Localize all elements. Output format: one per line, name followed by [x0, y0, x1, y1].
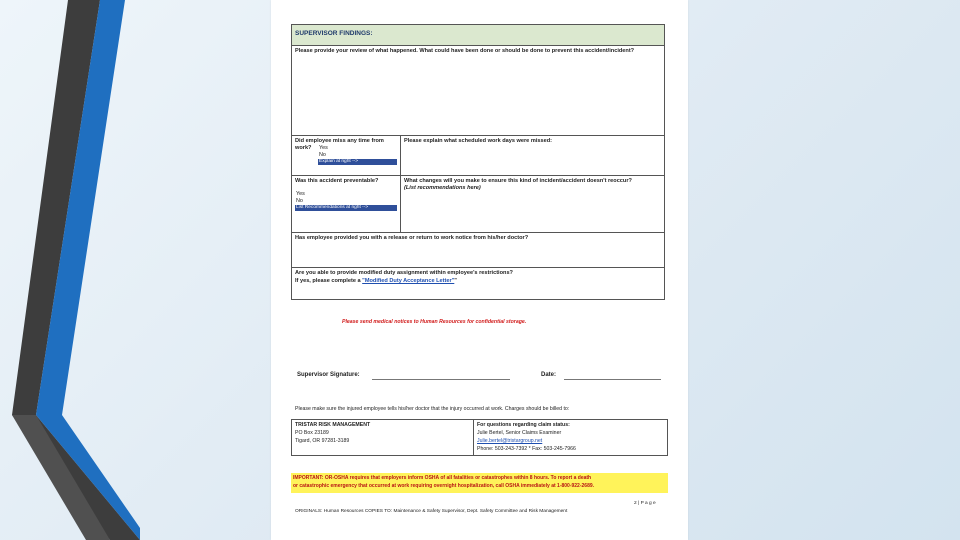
miss-time-question-1: Did employee miss any time from: [295, 138, 384, 144]
date-label: Date:: [541, 372, 557, 378]
miss-option-no[interactable]: No: [319, 152, 326, 158]
review-question: Please provide your review of what happened. What could have been done or should be done to prevent this accident/incident?: [295, 48, 635, 54]
preventable-question: Was this accident preventable?: [295, 178, 379, 184]
modified-ifyes-text: If yes, please complete a: [295, 278, 361, 284]
supervisor-findings-form: [291, 24, 665, 300]
release-row: [292, 232, 664, 267]
distribution-footer: ORIGINALS: Human Resources COPIES TO: Maintenance & Safety Supervisor, Dept. Safety Committee and Risk Management: [295, 509, 568, 514]
preventable-row: [292, 175, 664, 232]
modified-close-quote: ": [454, 278, 457, 284]
contact-box: [291, 419, 668, 456]
date-line[interactable]: [564, 379, 661, 380]
slide-decoration: [0, 0, 140, 540]
tristar-address-2: Tigard, OR 97281-3189: [295, 438, 350, 444]
claims-phone-fax: Phone: 503-243-7392 * Fax: 503-245-7966: [477, 446, 576, 452]
form-header-title: SUPERVISOR FINDINGS:: [295, 30, 373, 37]
claims-title: For questions regarding claim status:: [477, 422, 570, 428]
prev-selected-option[interactable]: List Recommendations at right -->: [295, 205, 397, 211]
tristar-address-1: PO Box 23189: [295, 430, 329, 436]
tristar-title: TRISTAR RISK MANAGEMENT: [295, 422, 371, 428]
prev-option-no[interactable]: No: [296, 198, 303, 204]
osha-notice-line-2: or catastrophic emergency that occurred at work requiring overnight hospitalization, call OSHA immediately at 1-800-922-2689.: [293, 483, 595, 489]
supervisor-signature-label: Supervisor Signature:: [297, 372, 360, 378]
claims-examiner: Julie Bertel, Senior Claims Examiner: [477, 430, 562, 436]
osha-notice-line-1: IMPORTANT: OR-OSHA requires that employers inform OSHA of all fatalities or catastrophes within 8 hours. To report a death: [293, 475, 592, 481]
changes-question: What changes will you make to ensure this kind of incident/accident doesn't reoccur?: [404, 178, 632, 184]
release-question: Has employee provided you with a release or return to work notice from his/her doctor?: [295, 235, 529, 241]
page-number: 2 | P a g e: [634, 501, 656, 506]
miss-option-yes[interactable]: Yes: [319, 145, 328, 151]
prev-option-yes[interactable]: Yes: [296, 191, 305, 197]
medical-notice: Please send medical notices to Human Resources for confidential storage.: [342, 319, 527, 325]
claims-email-link[interactable]: Julie.bertel@tristargroup.net: [477, 438, 543, 444]
document-page: [271, 0, 688, 540]
review-row: [292, 45, 664, 135]
modified-duty-question: Are you able to provide modified duty assignment within employee's restrictions?: [295, 270, 513, 276]
supervisor-signature-line[interactable]: [372, 379, 510, 380]
modified-duty-instruction: [295, 278, 457, 285]
miss-selected-option[interactable]: Explain at right -->: [318, 159, 397, 165]
osha-important-notice: [291, 473, 668, 493]
billing-instruction: Please make sure the injured employee tells his/her doctor that the injury occurred at work. Charges should be billed to:: [295, 406, 570, 412]
form-header: [292, 25, 664, 45]
missed-time-row: [292, 135, 664, 175]
changes-hint: (List recommendations here): [404, 185, 481, 191]
missed-days-question: Please explain what scheduled work days were missed:: [404, 138, 552, 144]
modified-duty-row: [292, 267, 664, 301]
modified-duty-letter-link[interactable]: "Modified Duty Acceptance Letter": [362, 278, 455, 284]
miss-time-question-2: work?: [295, 145, 312, 151]
